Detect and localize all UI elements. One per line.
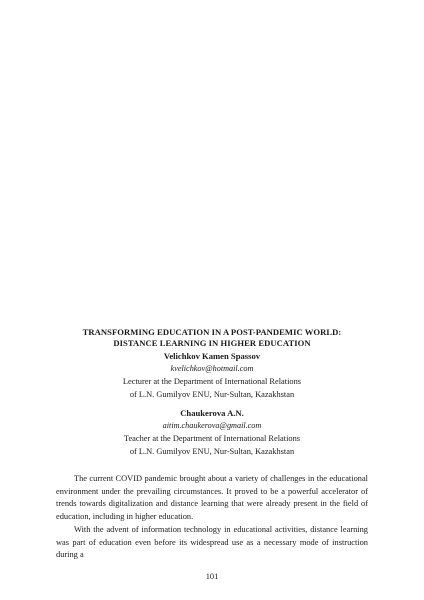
author-2-email: aitim.chaukerova@gmail.com [162,421,262,430]
author-1-name: Velichkov Kamen Spassov [163,351,261,361]
author-2-affiliation-line-2: of L.N. Gumilyov ENU, Nur-Sultan, Kazakhstan [129,447,295,456]
author-1-affiliation-line-1: Lecturer at the Department of International Relations [122,377,302,386]
page-number: 101 [205,572,219,581]
author-1-email: kvelichkov@hotmail.com [170,364,254,373]
author-2-affiliation-line-1: Teacher at the Department of International Relations [123,434,301,443]
author-2-name: Chaukerova A.N. [180,408,244,418]
body-paragraph-2: With the advent of information technology in educational activities, distance learning was part of education even before its widespread use as a necessary mode of instruction during a [56,525,368,559]
body-paragraph-1: The current COVID pandemic brought about a variety of challenges in the educational environment under the prevailing circumstances. It proved to be a powerful accelerator of trends towards digitalization and distance learning that were already present in the field of education, including in higher education. [56,474,368,521]
paper-title-line-2: DISTANCE LEARNING IN HIGHER EDUCATION [113,338,311,348]
paper-title-line-1: TRANSFORMING EDUCATION IN A POST-PANDEMIC WORLD: [82,327,342,337]
author-1-affiliation-line-2: of L.N. Gumilyov ENU, Nur-Sultan, Kazakhstan [129,390,295,399]
